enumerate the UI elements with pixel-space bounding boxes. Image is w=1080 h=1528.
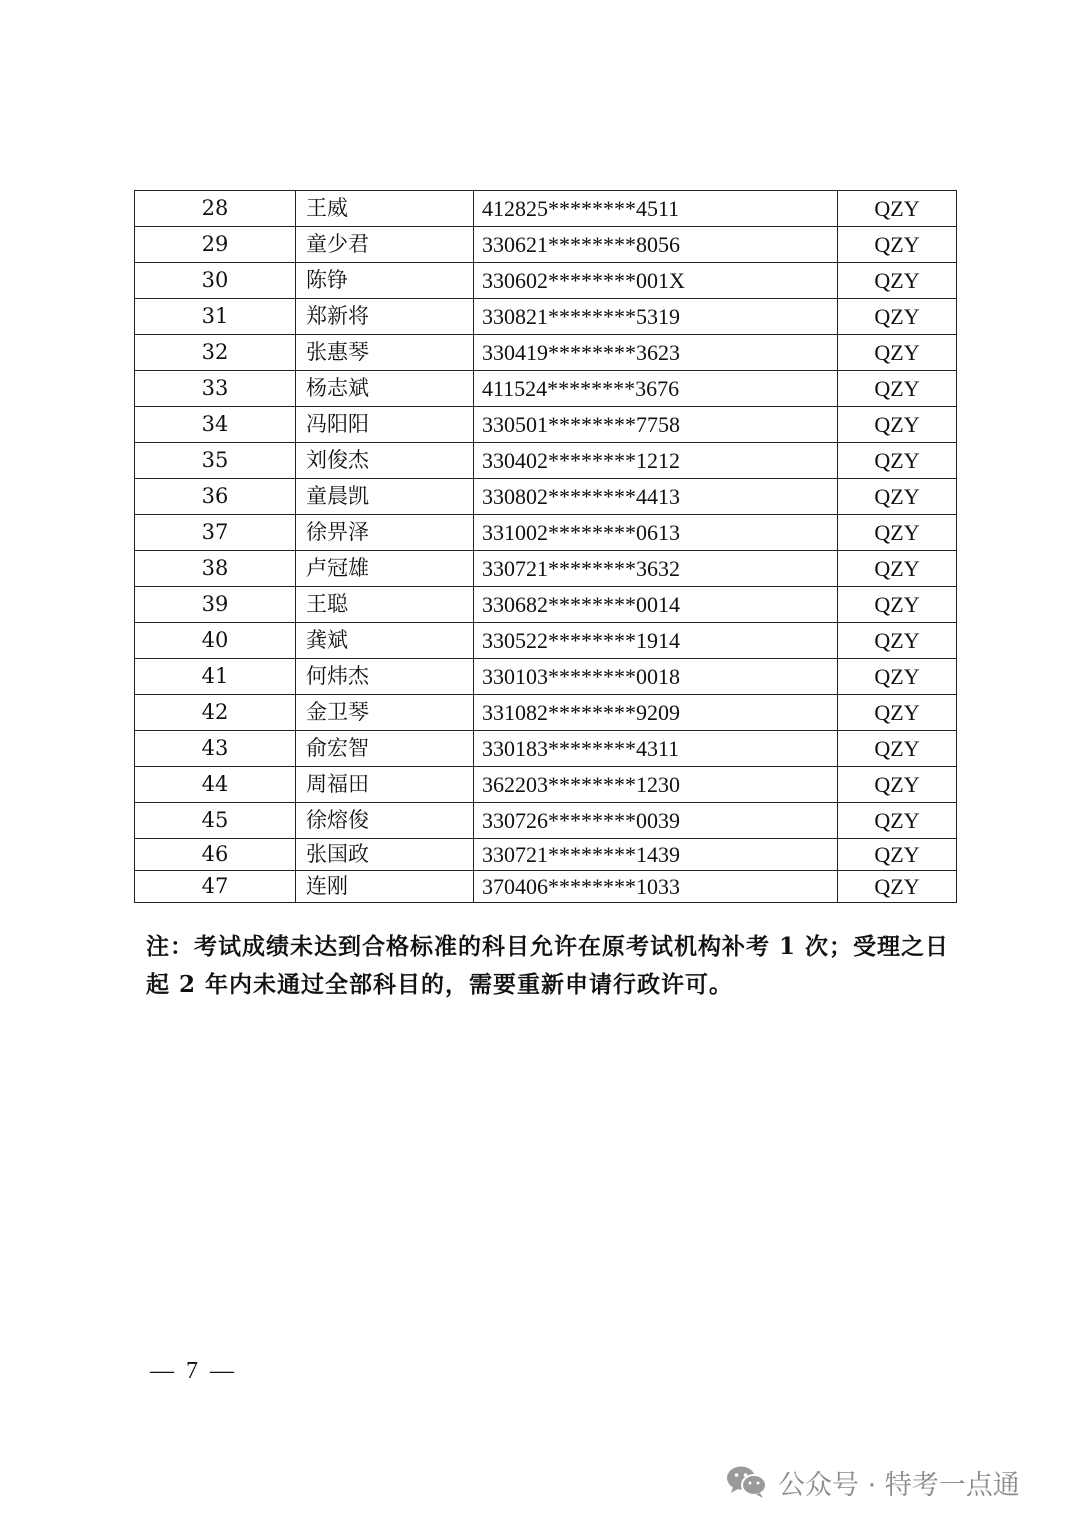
row-number: 29	[135, 227, 296, 263]
id-number: 330621********8056	[474, 227, 838, 263]
wechat-icon	[726, 1465, 768, 1499]
row-number: 28	[135, 191, 296, 227]
table-row	[135, 299, 957, 335]
qualification-code: QZY	[838, 871, 957, 903]
candidate-name: 俞宏智	[296, 731, 474, 767]
candidate-name: 冯阳阳	[296, 407, 474, 443]
candidate-name: 郑新将	[296, 299, 474, 335]
candidate-table-body	[135, 191, 957, 903]
id-number: 330721********3632	[474, 551, 838, 587]
exam-note: 注：考试成绩未达到合格标准的科目允许在原考试机构补考 1 次；受理之日起 2 年内未通过全部科目的，需要重新申请行政许可。	[146, 933, 950, 998]
row-number: 42	[135, 695, 296, 731]
qualification-code: QZY	[838, 479, 957, 515]
id-number: 330721********1439	[474, 839, 838, 871]
row-number: 45	[135, 803, 296, 839]
row-number: 33	[135, 371, 296, 407]
id-number: 331082********9209	[474, 695, 838, 731]
candidate-name: 金卫琴	[296, 695, 474, 731]
id-number: 331002********0613	[474, 515, 838, 551]
candidate-table	[134, 190, 957, 903]
row-number: 44	[135, 767, 296, 803]
row-number: 36	[135, 479, 296, 515]
table-row	[135, 335, 957, 371]
candidate-name: 徐熔俊	[296, 803, 474, 839]
id-number: 330419********3623	[474, 335, 838, 371]
qualification-code: QZY	[838, 659, 957, 695]
id-number: 330103********0018	[474, 659, 838, 695]
id-number: 330183********4311	[474, 731, 838, 767]
row-number: 46	[135, 839, 296, 871]
row-number: 41	[135, 659, 296, 695]
row-number: 47	[135, 871, 296, 903]
qualification-code: QZY	[838, 191, 957, 227]
table-row	[135, 695, 957, 731]
table-row	[135, 587, 957, 623]
table-row	[135, 191, 957, 227]
table-row	[135, 479, 957, 515]
qualification-code: QZY	[838, 407, 957, 443]
candidate-name: 龚斌	[296, 623, 474, 659]
id-number: 330802********4413	[474, 479, 838, 515]
id-number: 330402********1212	[474, 443, 838, 479]
id-number: 330602********001X	[474, 263, 838, 299]
row-number: 35	[135, 443, 296, 479]
table-row	[135, 263, 957, 299]
candidate-name: 刘俊杰	[296, 443, 474, 479]
qualification-code: QZY	[838, 299, 957, 335]
id-number: 330682********0014	[474, 587, 838, 623]
qualification-code: QZY	[838, 263, 957, 299]
candidate-name: 周福田	[296, 767, 474, 803]
candidate-name: 张惠琴	[296, 335, 474, 371]
table-row	[135, 659, 957, 695]
qualification-code: QZY	[838, 731, 957, 767]
row-number: 31	[135, 299, 296, 335]
row-number: 40	[135, 623, 296, 659]
qualification-code: QZY	[838, 623, 957, 659]
qualification-code: QZY	[838, 371, 957, 407]
candidate-name: 童晨凯	[296, 479, 474, 515]
qualification-code: QZY	[838, 551, 957, 587]
table-row	[135, 227, 957, 263]
id-number: 411524********3676	[474, 371, 838, 407]
candidate-name: 童少君	[296, 227, 474, 263]
id-number: 362203********1230	[474, 767, 838, 803]
row-number: 43	[135, 731, 296, 767]
candidate-name: 卢冠雄	[296, 551, 474, 587]
qualification-code: QZY	[838, 335, 957, 371]
qualification-code: QZY	[838, 443, 957, 479]
wechat-watermark	[726, 1462, 1020, 1502]
qualification-code: QZY	[838, 515, 957, 551]
qualification-code: QZY	[838, 227, 957, 263]
table-row	[135, 623, 957, 659]
row-number: 37	[135, 515, 296, 551]
table-row	[135, 871, 957, 903]
candidate-name: 王聪	[296, 587, 474, 623]
candidate-name: 陈铮	[296, 263, 474, 299]
candidate-name: 王威	[296, 191, 474, 227]
table-row	[135, 839, 957, 871]
table-row	[135, 803, 957, 839]
watermark-text: 公众号 · 特考一点通	[778, 1469, 1020, 1501]
row-number: 38	[135, 551, 296, 587]
id-number: 330522********1914	[474, 623, 838, 659]
table-row	[135, 551, 957, 587]
table-row	[135, 767, 957, 803]
id-number: 370406********1033	[474, 871, 838, 903]
candidate-name: 杨志斌	[296, 371, 474, 407]
id-number: 330726********0039	[474, 803, 838, 839]
table-row	[135, 443, 957, 479]
id-number: 412825********4511	[474, 191, 838, 227]
id-number: 330501********7758	[474, 407, 838, 443]
row-number: 39	[135, 587, 296, 623]
qualification-code: QZY	[838, 695, 957, 731]
qualification-code: QZY	[838, 767, 957, 803]
table-row	[135, 407, 957, 443]
table-row	[135, 371, 957, 407]
candidate-name: 徐畀泽	[296, 515, 474, 551]
row-number: 34	[135, 407, 296, 443]
id-number: 330821********5319	[474, 299, 838, 335]
table-row	[135, 515, 957, 551]
qualification-code: QZY	[838, 803, 957, 839]
candidate-name: 连刚	[296, 871, 474, 903]
qualification-code: QZY	[838, 839, 957, 871]
row-number: 30	[135, 263, 296, 299]
candidate-name: 何炜杰	[296, 659, 474, 695]
qualification-code: QZY	[838, 587, 957, 623]
page-number: — 7 —	[150, 1358, 234, 1384]
candidate-name: 张国政	[296, 839, 474, 871]
table-row	[135, 731, 957, 767]
row-number: 32	[135, 335, 296, 371]
